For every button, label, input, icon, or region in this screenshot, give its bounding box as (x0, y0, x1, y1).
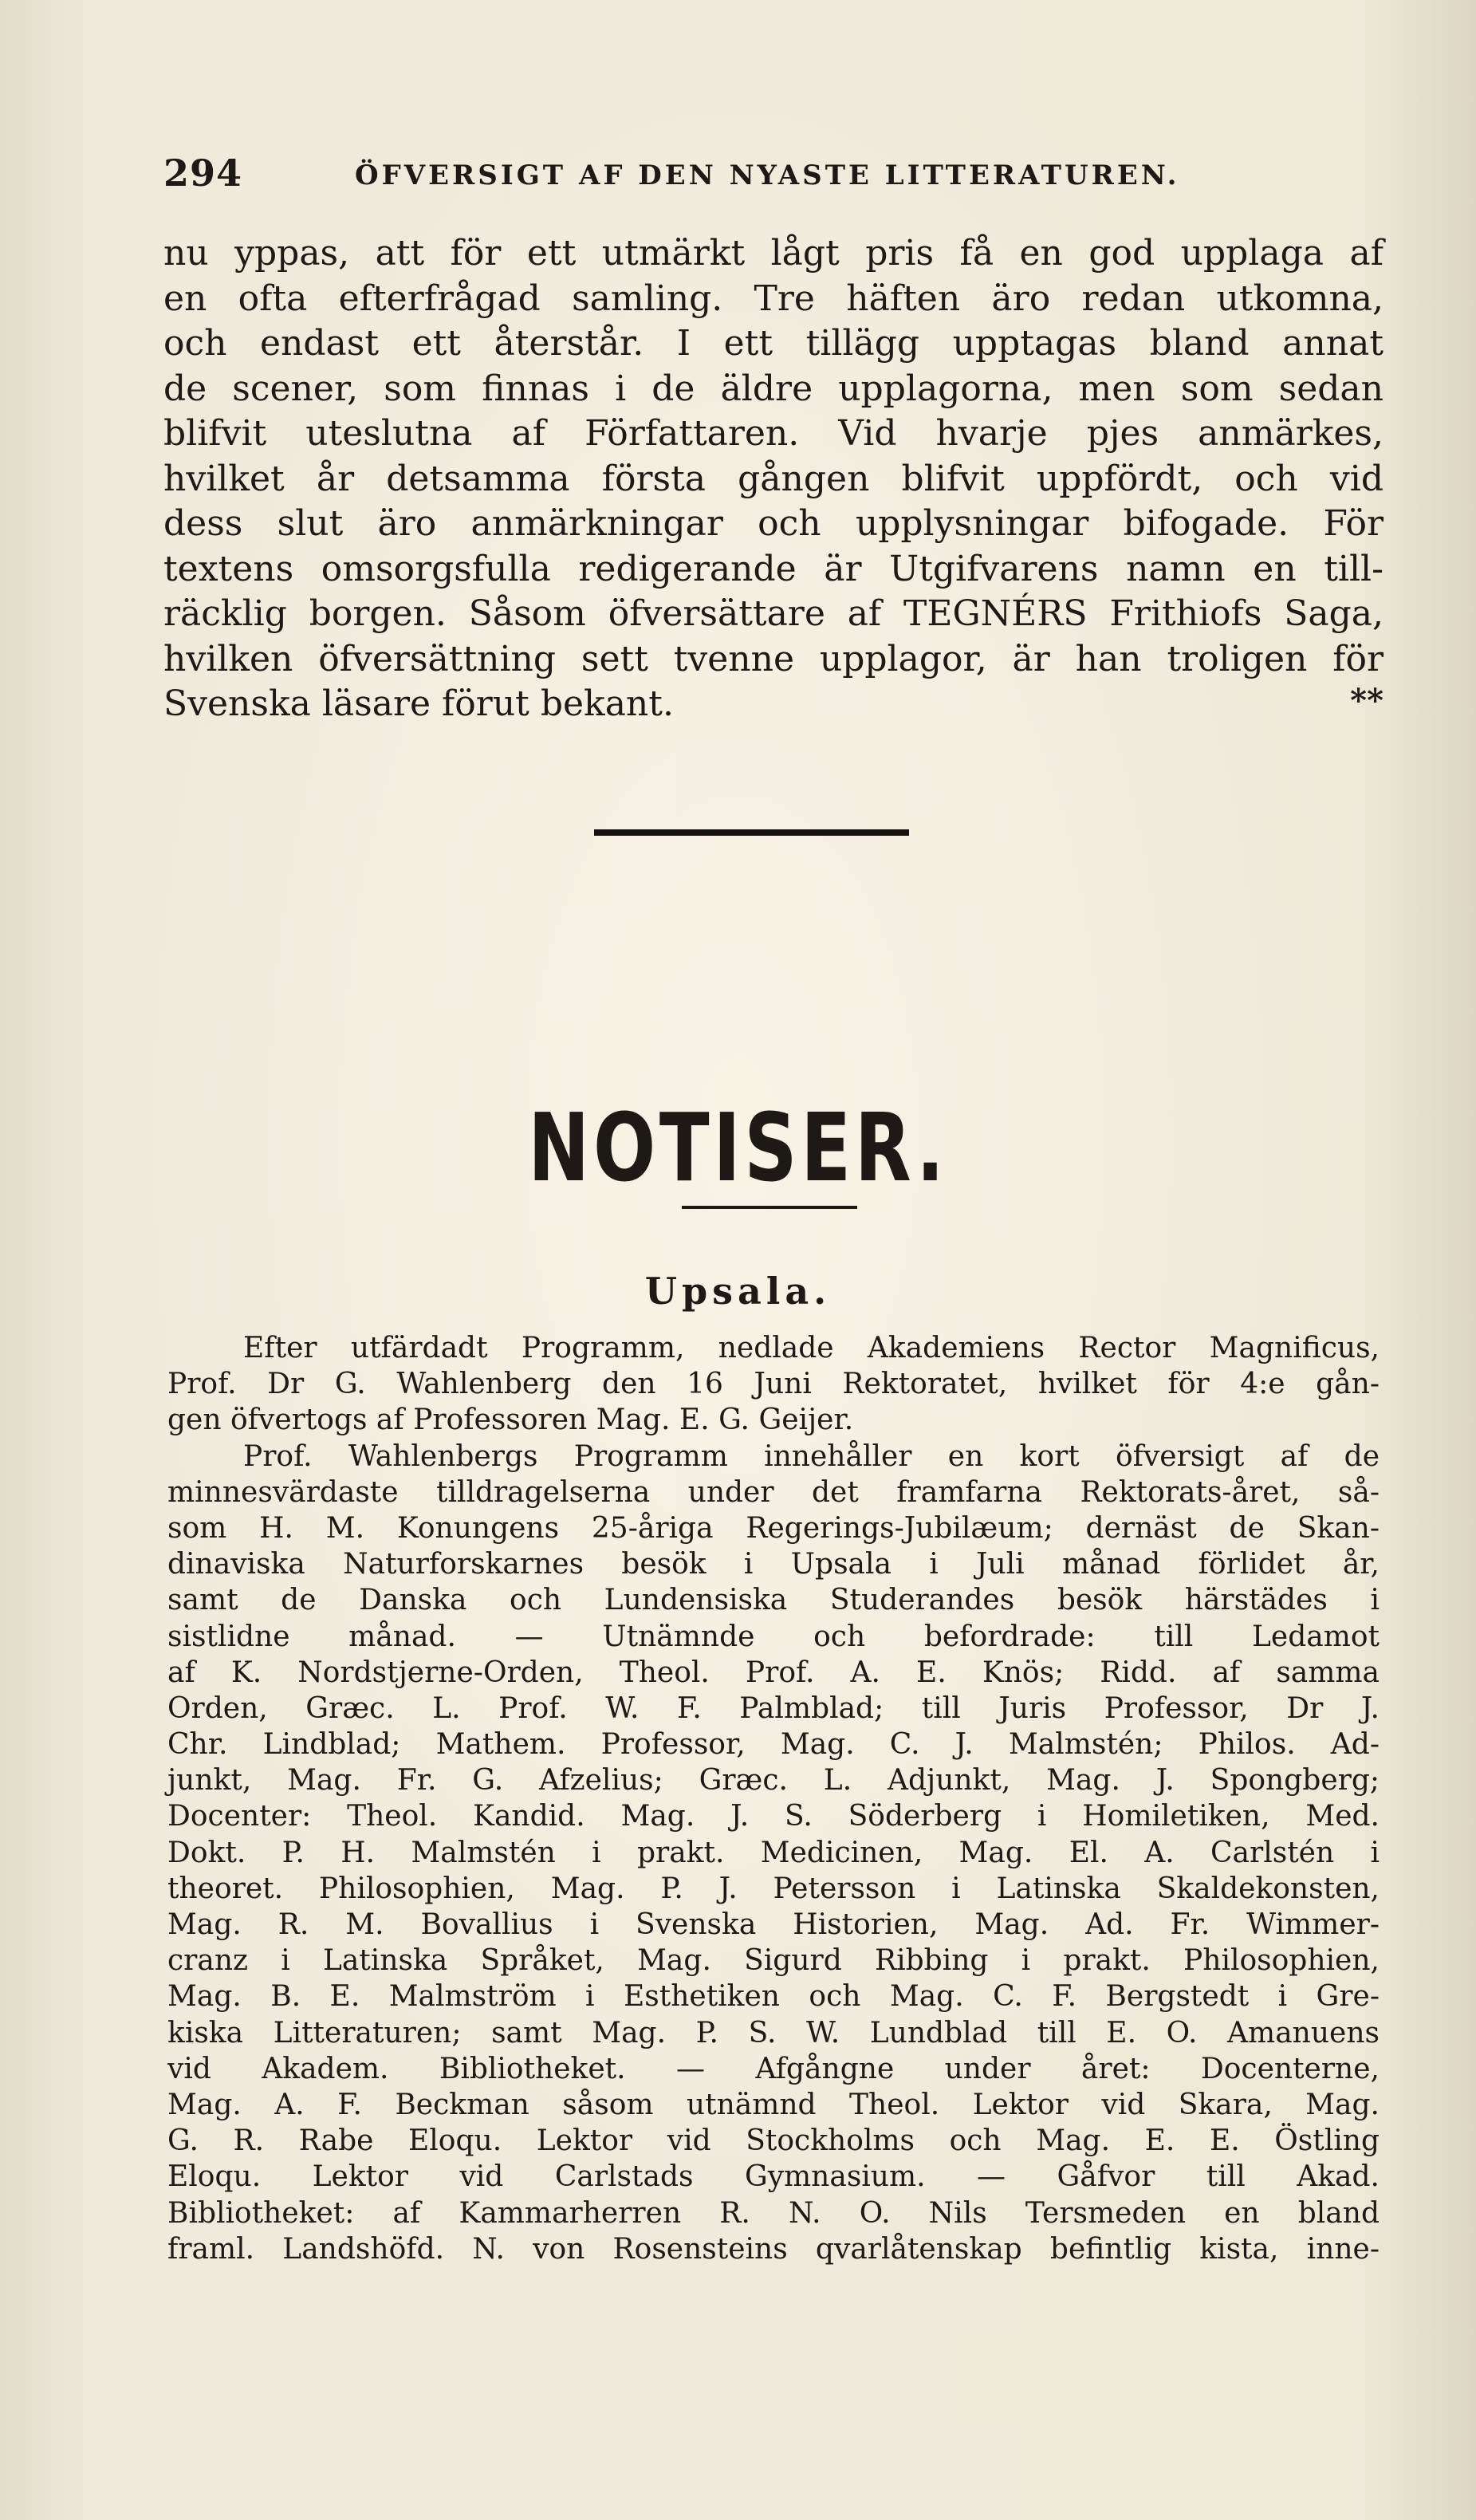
page-title: NOTISER. (528, 1093, 948, 1203)
running-title: ÖFVERSIGT AF DEN NYASTE LITTERATUREN. (355, 159, 1180, 191)
text-line: dinaviska Naturforskarnes besök i Upsala i Juli månad förlidet år, (167, 1548, 1380, 1581)
text-line: en ofta efterfrågad samling. Tre häften äro redan utkomna, (163, 278, 1384, 319)
section-divider (594, 829, 909, 836)
text-line: Chr. Lindblad; Mathem. Professor, Mag. C. J. Malmstén; Philos. Ad- (167, 1728, 1380, 1762)
text-line: dess slut äro anmärkningar och upplysningar bifogade. För (163, 503, 1384, 544)
text-line: Prof. Dr G. Wahlenberg den 16 Juni Rektoratet, hvilket för 4:e gån- (167, 1368, 1380, 1401)
text-line: Orden, Græc. L. Prof. W. F. Palmblad; till Juris Professor, Dr J. (167, 1691, 1380, 1725)
text-line: Docenter: Theol. Kandid. Mag. J. S. Söderberg i Homiletiken, Med. (167, 1800, 1380, 1833)
text-line: minnesvärdaste tilldragelserna under det framfarna Rektorats-året, så- (167, 1475, 1380, 1509)
text-line: blifvit uteslutna af Författaren. Vid hvarje pjes anmärkes, (163, 413, 1384, 454)
notice-text (167, 1330, 1380, 2267)
text-line: cranz i Latinska Språket, Mag. Sigurd Ribbing i prakt. Philosophien, (167, 1944, 1380, 1978)
text-line: Efter utfärdadt Programm, nedlade Akademiens Rector Magnificus, (243, 1332, 1380, 1364)
text-line: vid Akadem. Bibliotheket. — Afgångne under året: Docenterne, (167, 2052, 1380, 2085)
text-line: framl. Landshöfd. N. von Rosensteins qvarlåtenskap befintlig kista, inne- (167, 2232, 1380, 2266)
text-line: sistlidne månad. — Utnämnde och befordrade: till Ledamot (167, 1620, 1380, 1653)
text-line: Eloqu. Lektor vid Carlstads Gymnasium. — Gåfvor till Akad. (167, 2160, 1380, 2194)
text-line: Svenska läsare förut bekant. (163, 683, 674, 724)
section-heading: Upsala. (644, 1270, 832, 1313)
text-line: af K. Nordstjerne-Orden, Theol. Prof. A. E. Knös; Ridd. af samma (167, 1656, 1380, 1689)
text-line: Prof. Wahlenbergs Programm innehåller en kort öfversigt af de (243, 1439, 1380, 1473)
page-number: 294 (163, 152, 243, 195)
text-line: Mag. R. M. Bovallius i Svenska Historien, Mag. Ad. Fr. Wimmer- (167, 1908, 1380, 1941)
text-line: theoret. Philosophien, Mag. P. J. Petersson i Latinska Skaldekonsten, (167, 1872, 1380, 1905)
review-paragraph (163, 231, 1384, 727)
text-line: som H. M. Konungens 25-åriga Regerings-Jubilæum; dernäst de Skan- (167, 1511, 1380, 1545)
text-line: G. R. Rabe Eloqu. Lektor vid Stockholms och Mag. E. E. Östling (167, 2124, 1380, 2158)
text-line: räcklig borgen. Såsom öfversättare af TEGNÉRS Frithiofs Saga, (163, 593, 1384, 634)
text-line: kiska Litteraturen; samt Mag. P. S. W. Lundblad till E. O. Amanuens (167, 2016, 1380, 2049)
text-line: Bibliotheket: af Kammarherren R. N. O. Nils Tersmeden en bland (167, 2196, 1380, 2230)
title-underline (682, 1206, 857, 1209)
signature-asterisks: ** (1350, 682, 1384, 719)
text-line: gen öfvertogs af Professoren Mag. E. G. Geijer. (167, 1404, 854, 1437)
text-line: Dokt. P. H. Malmstén i prakt. Medicinen, Mag. El. A. Carlstén i (167, 1836, 1380, 1869)
text-line: Mag. A. F. Beckman såsom utnämnd Theol. Lektor vid Skara, Mag. (167, 2088, 1380, 2121)
text-line: junkt, Mag. Fr. G. Afzelius; Græc. L. Adjunkt, Mag. J. Spongberg; (167, 1764, 1380, 1797)
text-line: nu yppas, att för ett utmärkt lågt pris få en god upplaga af (163, 233, 1384, 274)
page-header (163, 152, 1384, 199)
text-line: hvilket år detsamma första gången blifvit uppfördt, och vid (163, 458, 1384, 499)
text-line: textens omsorgsfulla redigerande är Utgifvarens namn en till- (163, 548, 1384, 589)
text-line: de scener, som finnas i de äldre upplagorna, men som sedan (163, 368, 1384, 409)
text-line: samt de Danska och Lundensiska Studerandes besök härstädes i (167, 1584, 1380, 1617)
text-line: och endast ett återstår. I ett tillägg upptagas bland annat (163, 323, 1384, 364)
text-line: hvilken öfversättning sett tvenne upplagor, är han troligen för (163, 638, 1384, 679)
text-line: Mag. B. E. Malmström i Esthetiken och Mag. C. F. Bergstedt i Gre- (167, 1980, 1380, 2014)
